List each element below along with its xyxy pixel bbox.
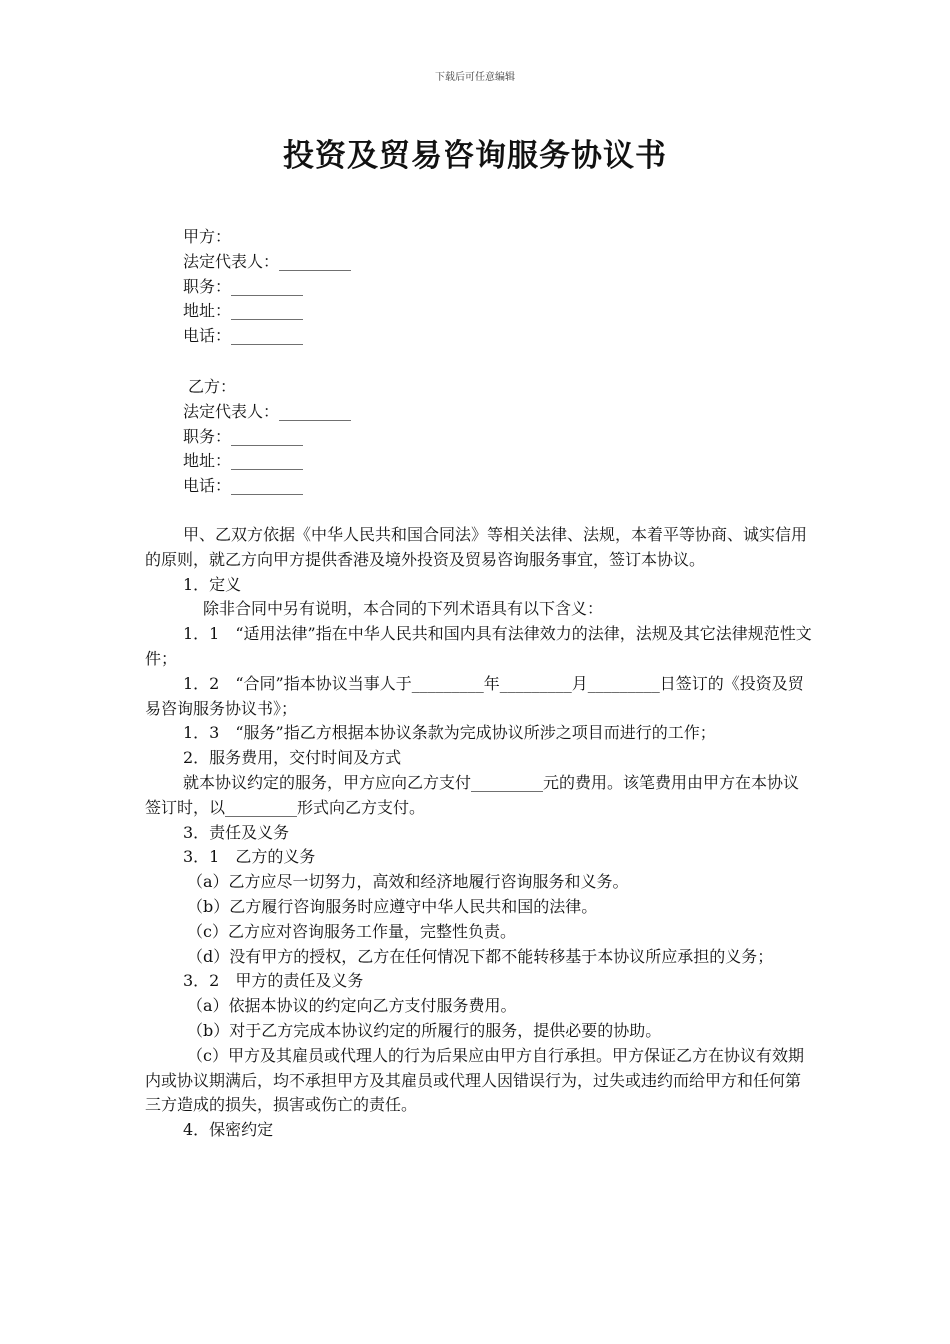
party-a-address: 地址：_________ <box>183 301 304 321</box>
clause-3-1-heading: 3．1 乙方的义务 <box>183 847 316 867</box>
party-a-representative: 法定代表人：_________ <box>183 251 352 271</box>
clause-3-2-c: （c）甲方及其雇员或代理人的行为后果应由甲方自行承担。甲方保证乙方在协议有效期内或协议期满后，均不承担甲方及其雇员或代理人因错误行为，过失或违约而给甲方和任何第三方造成的损失，损害或伤亡的责任。 <box>145 1045 804 1115</box>
clause-3-2-b: （b）对于乙方完成本协议约定的所履行的服务，提供必要的协助。 <box>187 1020 662 1040</box>
clause-3-1-d: （d）没有甲方的授权，乙方在任何情况下都不能转移基于本协议所应承担的义务； <box>187 946 774 966</box>
section-2-text: 就本协议约定的服务，甲方应向乙方支付_________元的费用。该笔费用由甲方在本协议签订时，以_________形式向乙方支付。 <box>145 772 800 817</box>
clause-1-1: 1．1 “适用法律”指在中华人民共和国内具有法律效力的法律，法规及其它法律规范性文件； <box>145 624 812 668</box>
party-a-label: 甲方： <box>183 227 232 246</box>
section-1-heading: 1．定义 <box>183 574 242 594</box>
clause-3-1-a: （a）乙方应尽一切努力，高效和经济地履行咨询服务和义务。 <box>187 872 629 892</box>
document-title: 投资及贸易咨询服务协议书 <box>283 138 667 174</box>
party-a-phone: 电话：_________ <box>183 326 304 346</box>
intro-paragraph: 甲、乙双方依据《中华人民共和国合同法》等相关法律、法规，本着平等协商、诚实信用的原则，就乙方向甲方提供香港及境外投资及贸易咨询服务事宜，签订本协议。 <box>145 525 808 569</box>
clause-1-2: 1．2 “合同”指本协议当事人于_________年_________月_________日签订的《投资及贸易咨询服务协议书》； <box>145 673 804 718</box>
header-note: 下载后可任意编辑 <box>435 72 515 83</box>
party-b-address: 地址：_________ <box>183 451 304 471</box>
agreement-body <box>145 523 813 1143</box>
clause-3-1-c: （c）乙方应对咨询服务工作量，完整性负责。 <box>187 921 516 941</box>
section-4-heading: 4．保密约定 <box>183 1120 274 1140</box>
party-a-position: 职务：_________ <box>183 276 304 296</box>
party-b-block <box>183 375 351 499</box>
party-a-block <box>183 225 351 349</box>
party-b-representative: 法定代表人：_________ <box>183 401 352 421</box>
section-3-heading: 3．责任及义务 <box>183 822 290 842</box>
party-b-phone: 电话：_________ <box>183 476 304 496</box>
section-2-heading: 2．服务费用，交付时间及方式 <box>183 748 402 768</box>
party-b-position: 职务：_________ <box>183 426 304 446</box>
section-1-intro: 除非合同中另有说明，本合同的下列术语具有以下含义： <box>203 599 604 619</box>
clause-3-1-b: （b）乙方履行咨询服务时应遵守中华人民共和国的法律。 <box>187 896 598 916</box>
party-b-label: 乙方： <box>188 377 237 396</box>
clause-3-2-heading: 3．2 甲方的责任及义务 <box>183 971 364 991</box>
clause-3-2-a: （a）依据本协议的约定向乙方支付服务费用。 <box>187 996 517 1016</box>
clause-1-3: 1．3 “服务”指乙方根据本协议条款为完成协议所涉之项目而进行的工作； <box>183 723 716 743</box>
